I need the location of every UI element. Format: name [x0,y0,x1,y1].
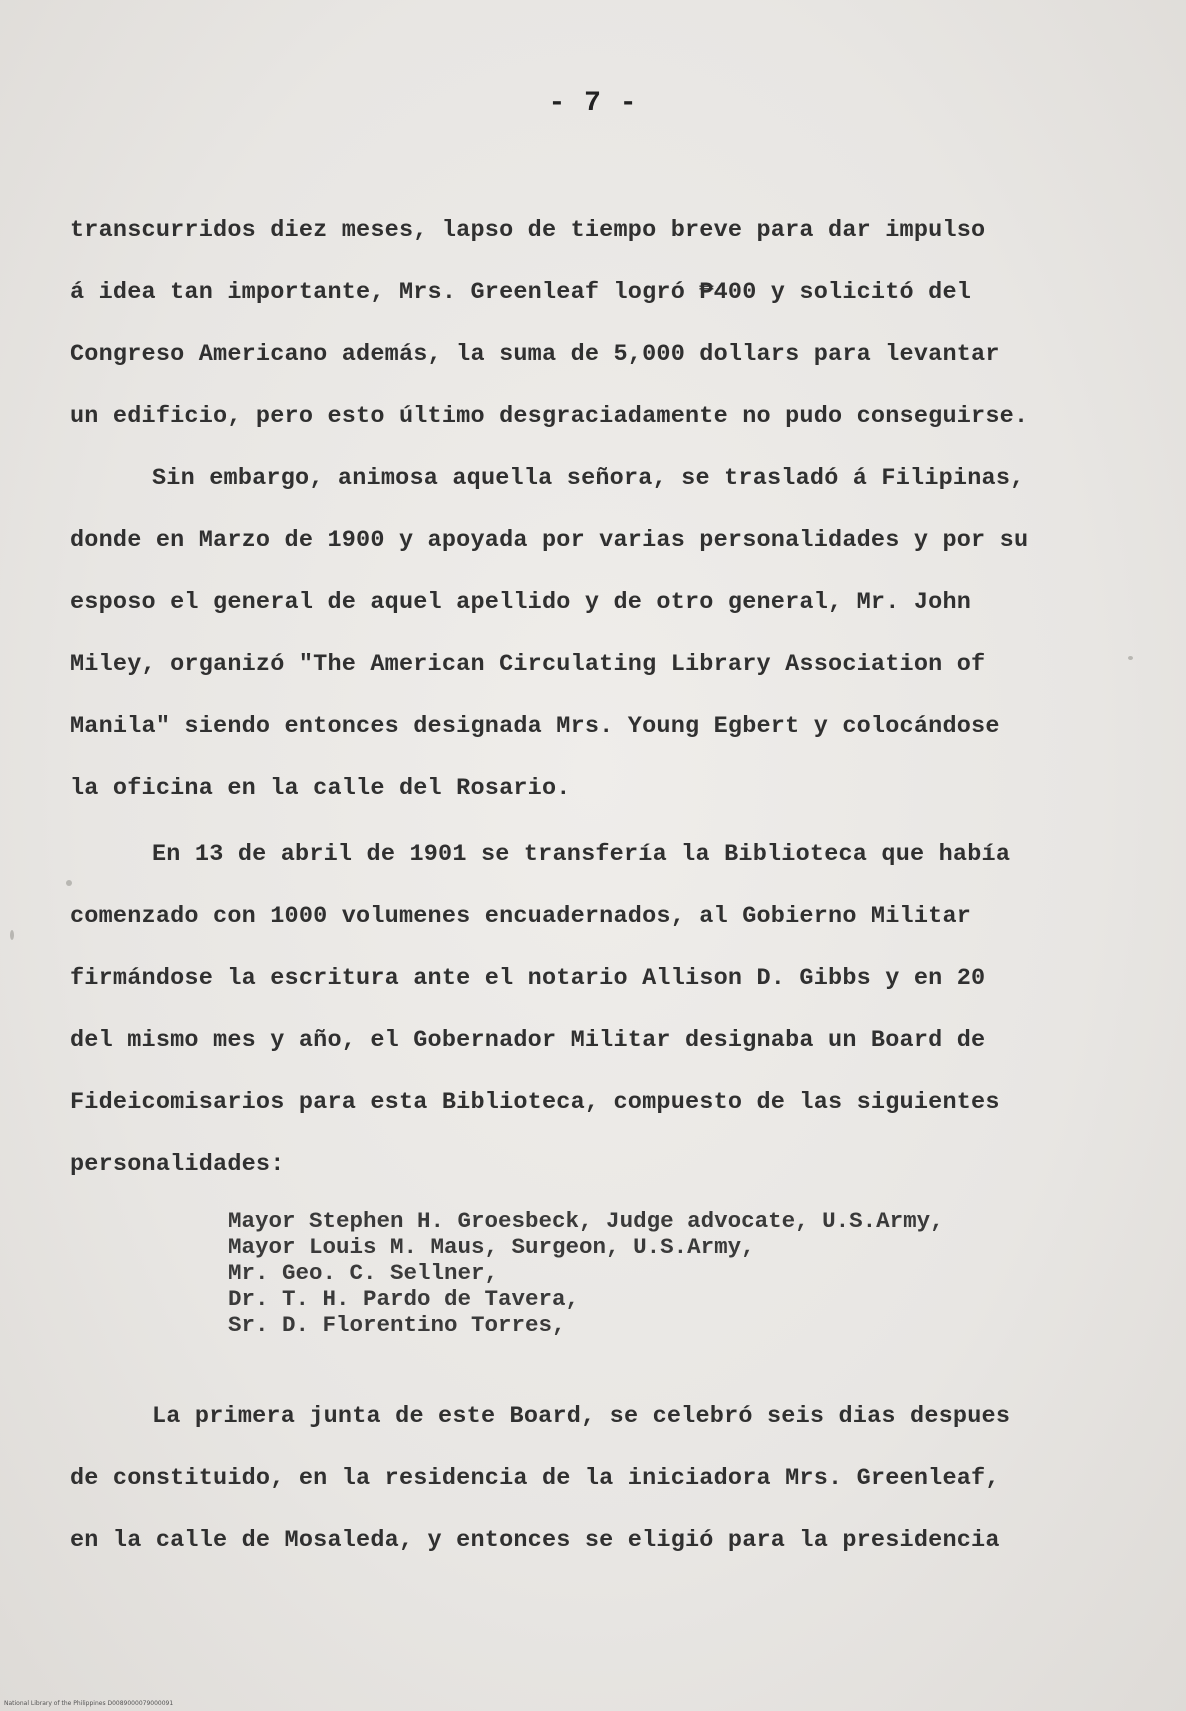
text-line: comenzado con 1000 volumenes encuadernados, al Gobierno Militar [70,903,972,930]
list-item: Mr. Geo. C. Sellner, [228,1260,499,1286]
page-number: - 7 - [548,88,638,119]
text-line: esposo el general de aquel apellido y de otro general, Mr. John [70,589,972,616]
text-line: La primera junta de este Board, se celebró seis dias despues [152,1403,1011,1430]
paragraph-3 [70,824,1140,1196]
paragraph-1 [70,200,1140,448]
text-line: transcurridos diez meses, lapso de tiempo breve para dar impulso [70,217,986,244]
text-line: Congreso Americano además, la suma de 5,000 dollars para levantar [70,341,1000,368]
paper-speck [10,930,14,940]
text-line: del mismo mes y año, el Gobernador Militar designaba un Board de [70,1027,986,1054]
list-item: Sr. D. Florentino Torres, [228,1312,566,1338]
paragraph-2 [70,448,1140,820]
text-line: Fideicomisarios para esta Biblioteca, compuesto de las siguientes [70,1089,1000,1116]
paper-speck [1128,656,1133,660]
text-line: la oficina en la calle del Rosario. [70,775,571,802]
text-line: personalidades: [70,1151,285,1178]
trustees-list [228,1208,1128,1338]
list-item: Mayor Louis M. Maus, Surgeon, U.S.Army, [228,1234,755,1260]
text-line: de constituido, en la residencia de la iniciadora Mrs. Greenleaf, [70,1465,1000,1492]
text-line: un edificio, pero esto último desgraciadamente no pudo conseguirse. [70,403,1029,430]
list-item: Dr. T. H. Pardo de Tavera, [228,1286,580,1312]
text-line: en la calle de Mosaleda, y entonces se eligió para la presidencia [70,1527,1000,1554]
archive-footer: National Library of the Philippines D0089000079000091 [4,1700,174,1707]
text-line: á idea tan importante, Mrs. Greenleaf logró ₱400 y solicitó del [70,279,972,306]
list-item: Mayor Stephen H. Groesbeck, Judge advocate, U.S.Army, [228,1208,944,1234]
text-line: Sin embargo, animosa aquella señora, se trasladó á Filipinas, [152,465,1025,492]
text-line: donde en Marzo de 1900 y apoyada por varias personalidades y por su [70,527,1029,554]
paper-speck [66,880,72,886]
text-line: Miley, organizó "The American Circulating Library Association of [70,651,986,678]
text-line: En 13 de abril de 1901 se transfería la Biblioteca que había [152,841,1011,868]
paragraph-4 [70,1386,1140,1572]
text-line: Manila" siendo entonces designada Mrs. Young Egbert y colocándose [70,713,1000,740]
text-line: firmándose la escritura ante el notario Allison D. Gibbs y en 20 [70,965,986,992]
